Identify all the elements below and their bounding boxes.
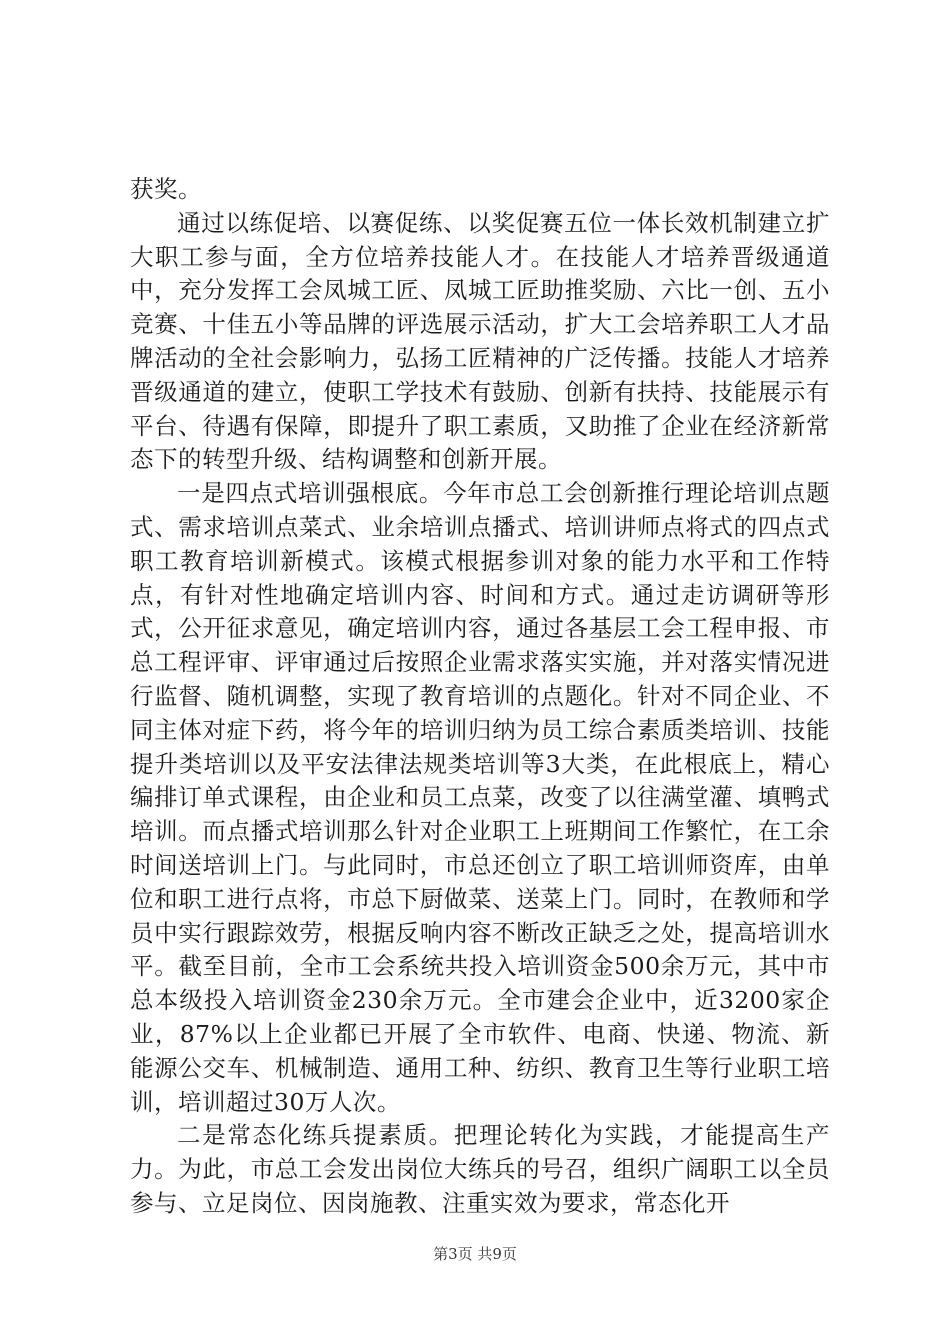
paragraph-mechanism: 通过以练促培、以赛促练、以奖促赛五位一体长效机制建立扩大职工参与面，全方位培养技能人才。在技能人才培养晋级通道中，充分发挥工会凤城工匠、凤城工匠助推奖励、六比一创、五小竞赛、十佳五小等品牌的评选展示活动，扩大工会培养职工人才品牌活动的全社会影响力，弘扬工匠精神的广泛传播。技能人才培养晋级通道的建立，使职工学技术有鼓励、创新有扶持、技能展示有平台、待遇有保障，即提升了职工素质，又助推了企业在经济新常态下的转型升级、结构调整和创新开展。 xyxy=(130,208,830,474)
page-number-footer: 第3页 共9页 xyxy=(433,1245,517,1263)
paragraph-training: 一是四点式培训强根底。今年市总工会创新推行理论培训点题式、需求培训点菜式、业余培训点播式、培训讲师点将式的四点式职工教育培训新模式。该模式根据参训对象的能力水平和工作特点，有针对性地确定培训内容、时间和方式。通过走访调研等形式，公开征求意见，确定培训内容，通过各基层工会工程申报、市总工程评审、评审通过后按照企业需求落实实施，并对落实情况进行监督、随机调整，实现了教育培训的点题化。针对不同企业、不同主体对症下药，将今年的培训归纳为员工综合素质类培训、技能提升类培训以及平安法律法规类培训等3大类，在此根底上，精心编排订单式课程，由企业和员工点菜，改变了以往满堂灌、填鸭式培训。而点播式培训那么针对企业职工上班期间工作繁忙，在工余时间送培训上门。与此同时，市总还创立了职工培训师资库，由单位和职工进行点将，市总下厨做菜、送菜上门。同时，在教师和学员中实行跟踪效劳，根据反响内容不断改正缺乏之处，提高培训水平。截至目前，全市工会系统共投入培训资金500余万元，其中市总本级投入培训资金230余万元。全市建会企业中，近3200家企业，87%以上企业都已开展了全市软件、电商、快递、物流、新能源公交车、机械制造、通用工种、纺织、教育卫生等行业职工培训，培训超过30万人次。 xyxy=(130,479,830,1116)
paragraph-continuation: 获奖。 xyxy=(130,175,202,203)
paragraph-practice: 二是常态化练兵提素质。把理论转化为实践，才能提高生产力。为此，市总工会发出岗位大练兵的号召，组织广阔职工以全员参与、立足岗位、因岗施教、注重实效为要求，常态化开 xyxy=(130,1121,830,1217)
document-body xyxy=(130,173,830,1221)
